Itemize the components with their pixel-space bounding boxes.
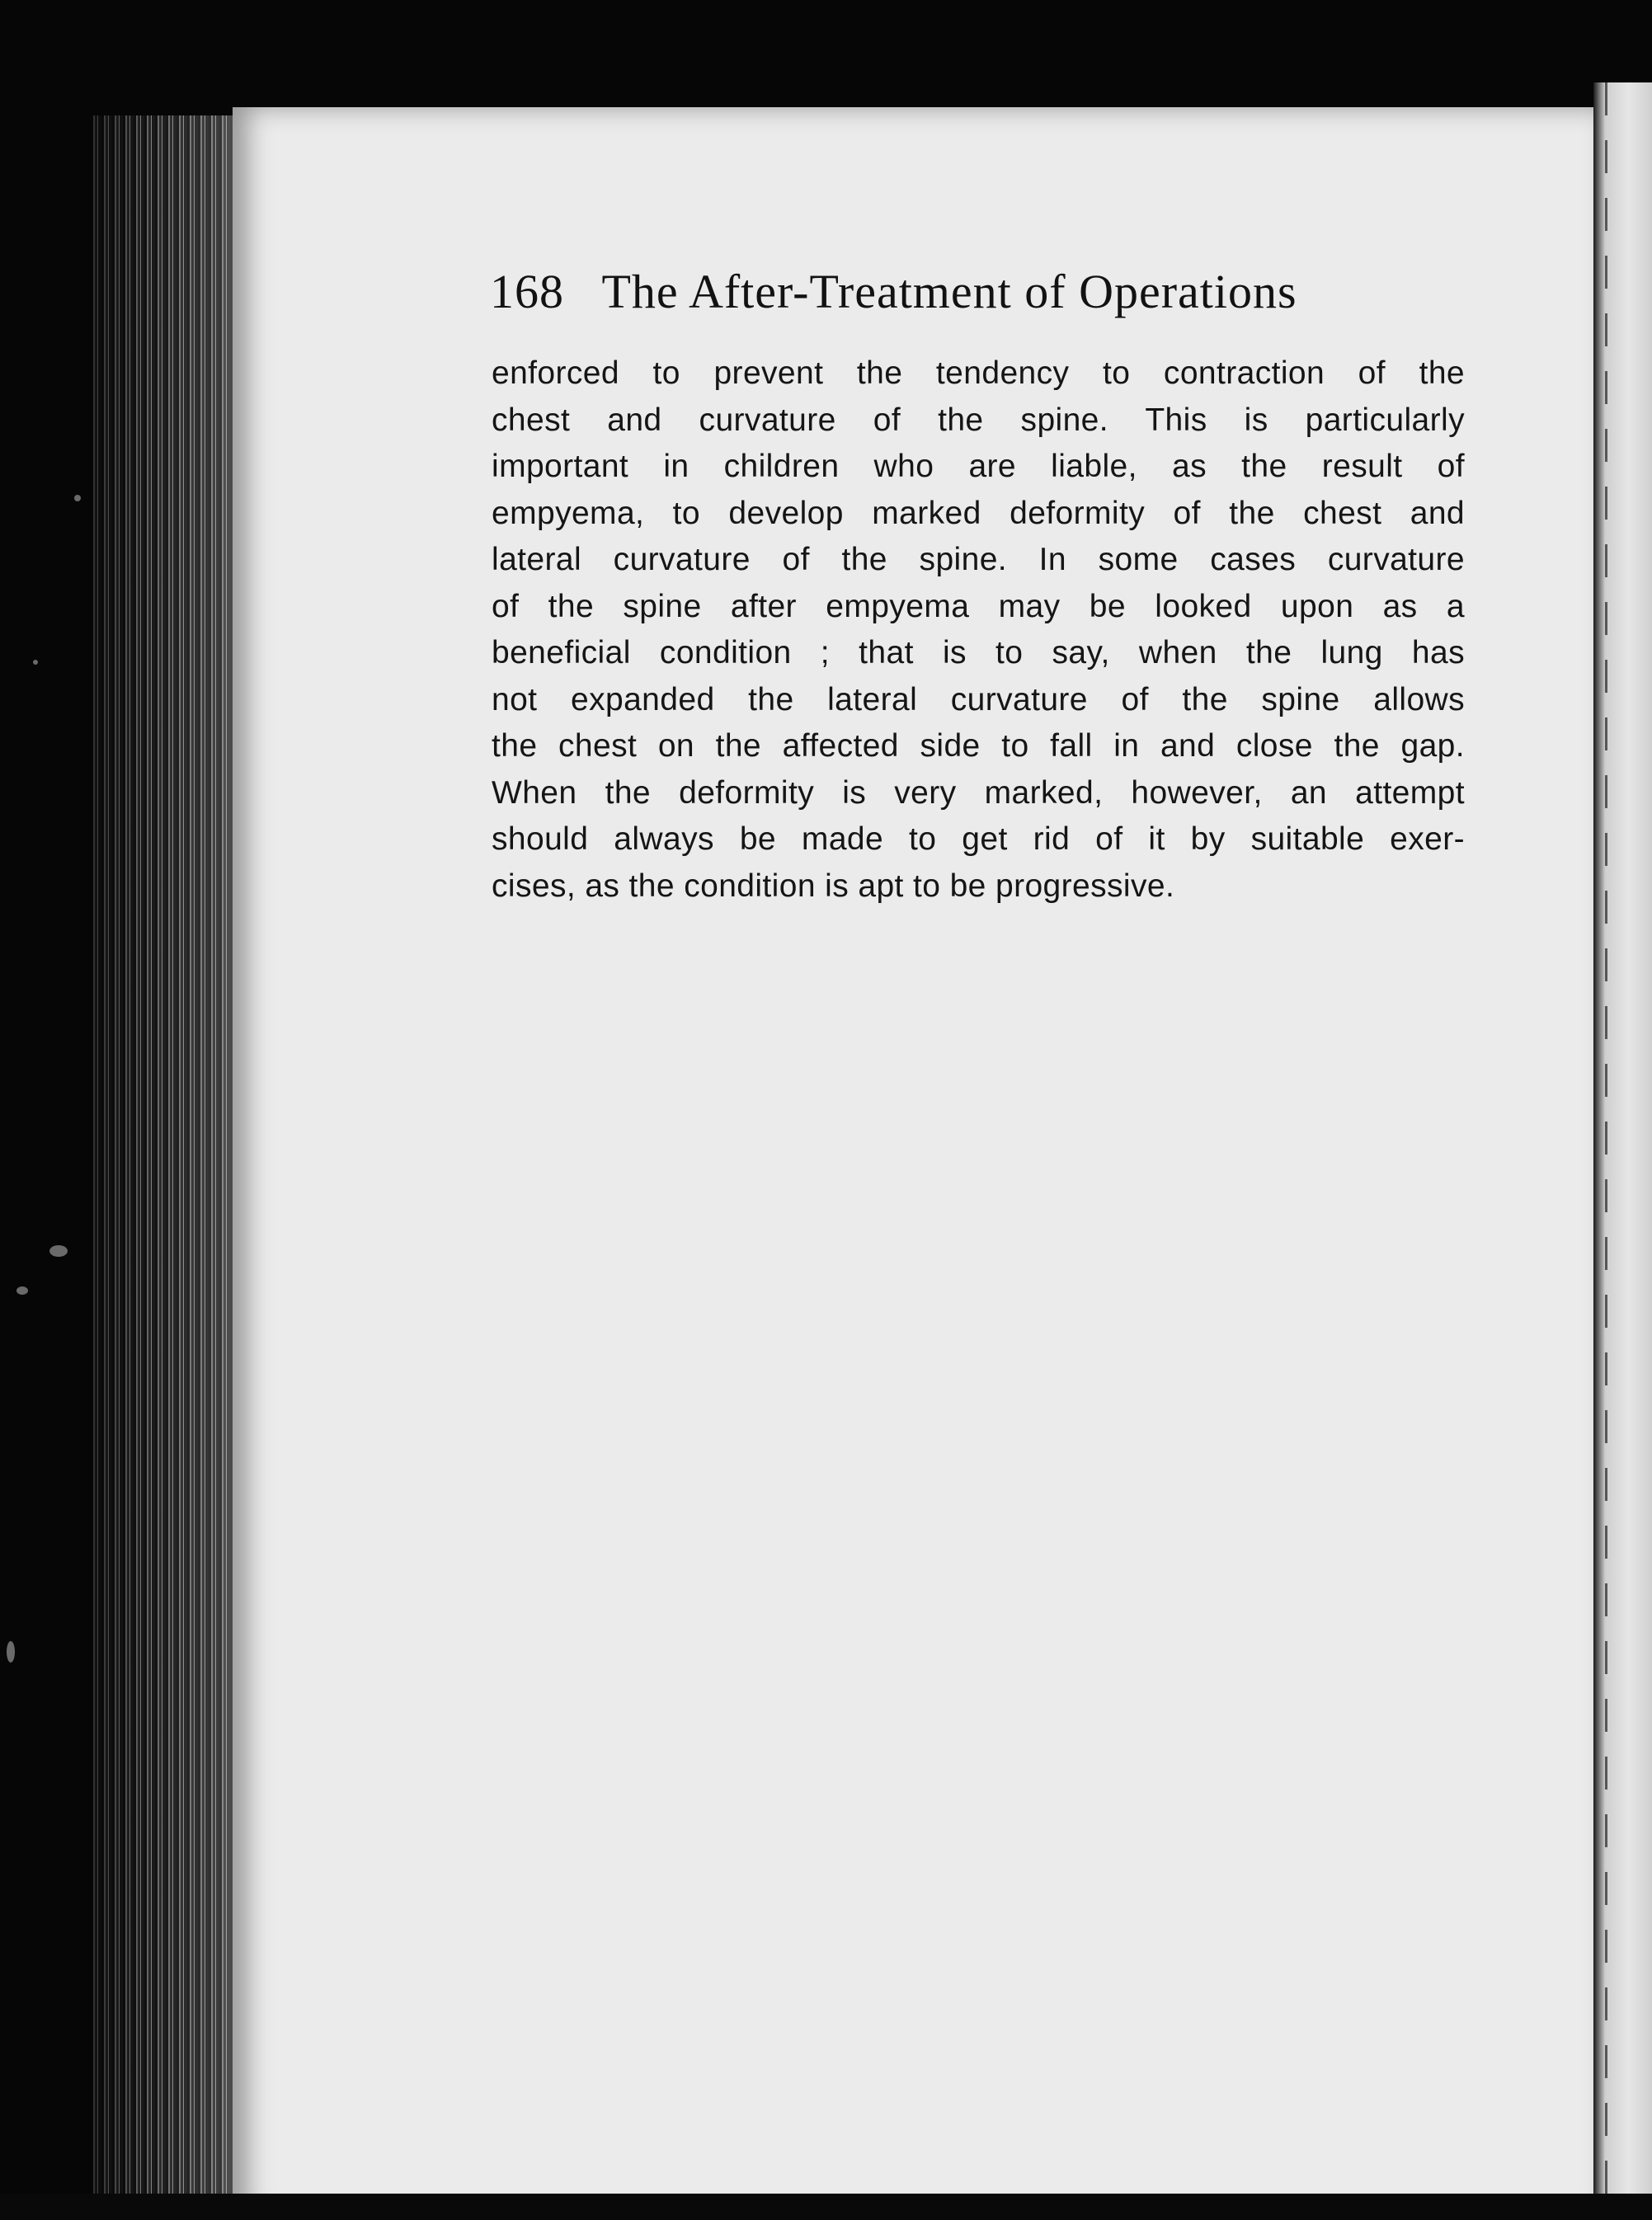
margin-speck: [74, 495, 81, 501]
margin-speck: [7, 1641, 15, 1663]
text-line: not expanded the lateral curvature of the spine allows: [492, 681, 1465, 717]
text-line: empyema, to develop marked deformity of the chest and: [492, 495, 1465, 531]
text-line: the chest on the affected side to fall in and close the gap.: [492, 728, 1465, 764]
text-line: of the spine after empyema may be looked upon as a: [492, 588, 1465, 624]
text-line: cises, as the condition is apt to be progressive.: [492, 868, 1175, 904]
text-line: chest and curvature of the spine. This is particularly: [492, 402, 1465, 438]
running-head: [490, 264, 1430, 319]
text-line: should always be made to get rid of it by suitable exer-: [492, 821, 1465, 857]
text-line: When the deformity is very marked, however, an attempt: [492, 774, 1465, 811]
text-line: beneficial condition ; that is to say, when the lung has: [492, 635, 1465, 670]
margin-speck: [33, 660, 38, 665]
page-number: 168: [490, 265, 564, 318]
margin-speck: [16, 1286, 28, 1295]
text-line: lateral curvature of the spine. In some cases curvature: [492, 542, 1465, 577]
text-line: enforced to prevent the tendency to contraction of the: [492, 355, 1465, 391]
margin-speck: [49, 1245, 68, 1257]
facing-page-edge: [1593, 82, 1652, 2220]
body-paragraph: [492, 350, 1465, 910]
text-line: important in children who are liable, as the result of: [492, 449, 1465, 484]
book-fore-edge: [91, 115, 243, 2202]
scan-bottom-border: [0, 2194, 1652, 2220]
running-title: The After-Treatment of Operations: [601, 265, 1297, 318]
